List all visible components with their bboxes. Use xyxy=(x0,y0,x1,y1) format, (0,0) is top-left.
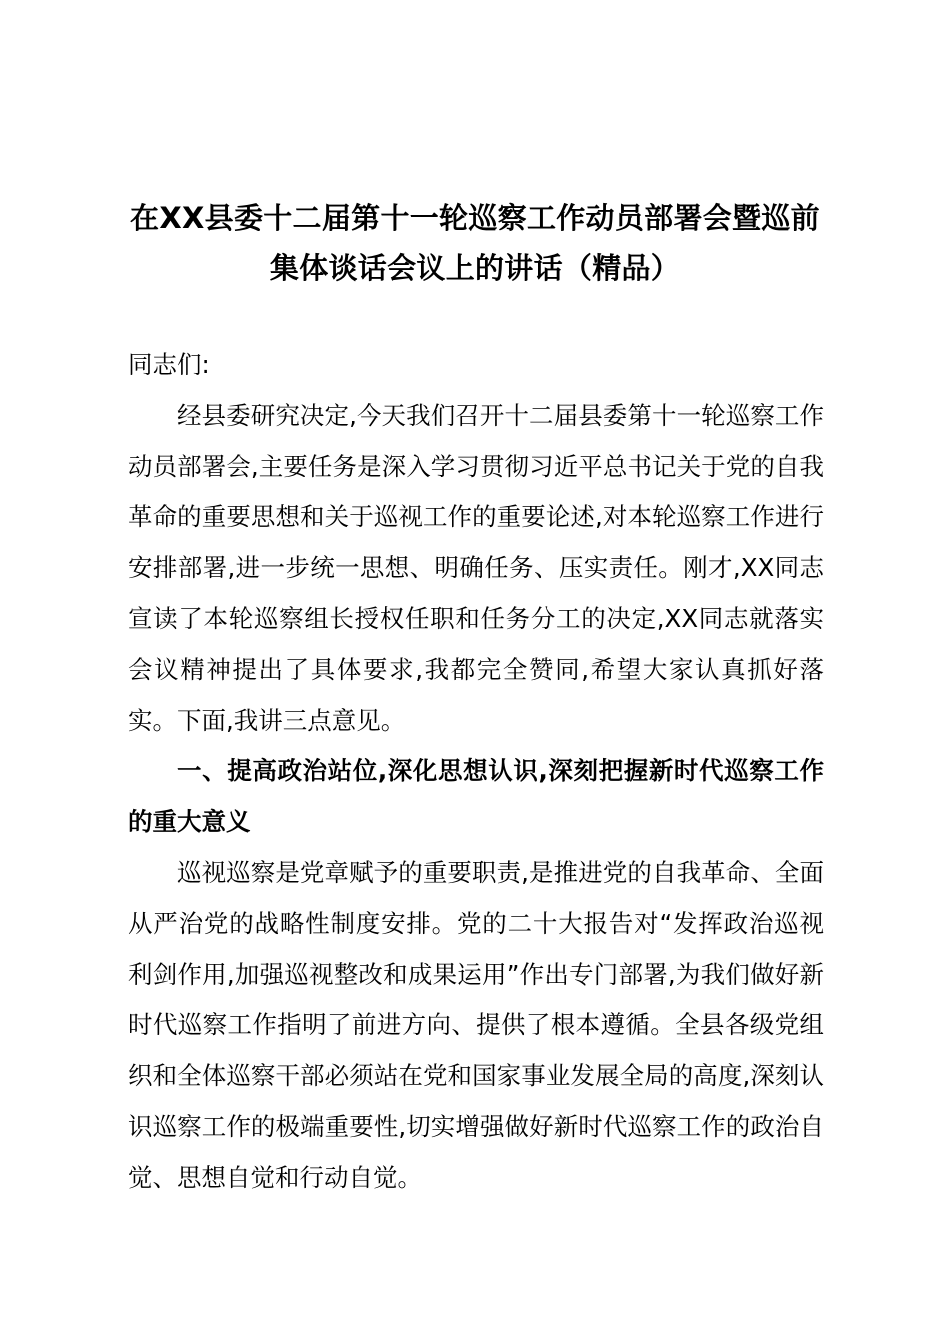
document-body xyxy=(128,340,824,1204)
section-1-heading: 一、提高政治站位,深化思想认识,深刻把握新时代巡察工作的重大意义 xyxy=(128,756,824,837)
salutation: 同志们: xyxy=(128,350,210,379)
title-line-1: 在XX县委十二届第十一轮巡察工作动员部署会暨巡前 xyxy=(130,201,820,235)
intro-paragraph: 经县委研究决定,今天我们召开十二届县委第十一轮巡察工作动员部署会,主要任务是深入学习贯彻习近平总书记关于党的自我革命的重要思想和关于巡视工作的重要论述,对本轮巡察工作进行安排部署,进一步统一思想、明确任务、压实责任。刚才,XX同志宣读了本轮巡察组长授权任职和任务分工的决定,XX同志就落实会议精神提出了具体要求,我都完全赞同,希望大家认真抓好落实。下面,我讲三点意见。 xyxy=(128,400,824,735)
document-title xyxy=(120,193,830,293)
section-1-paragraph: 巡视巡察是党章赋予的重要职责,是推进党的自我革命、全面从严治党的战略性制度安排。党的二十大报告对“发挥政治巡视利剑作用,加强巡视整改和成果运用”作出专门部署,为我们做好新时代巡察工作指明了前进方向、提供了根本遵循。全县各级党组织和全体巡察干部必须站在党和国家事业发展全局的高度,深刻认识巡察工作的极端重要性,切实增强做好新时代巡察工作的政治自觉、思想自觉和行动自觉。 xyxy=(128,857,824,1192)
title-line-2: 集体谈话会议上的讲话（精品） xyxy=(269,251,681,285)
